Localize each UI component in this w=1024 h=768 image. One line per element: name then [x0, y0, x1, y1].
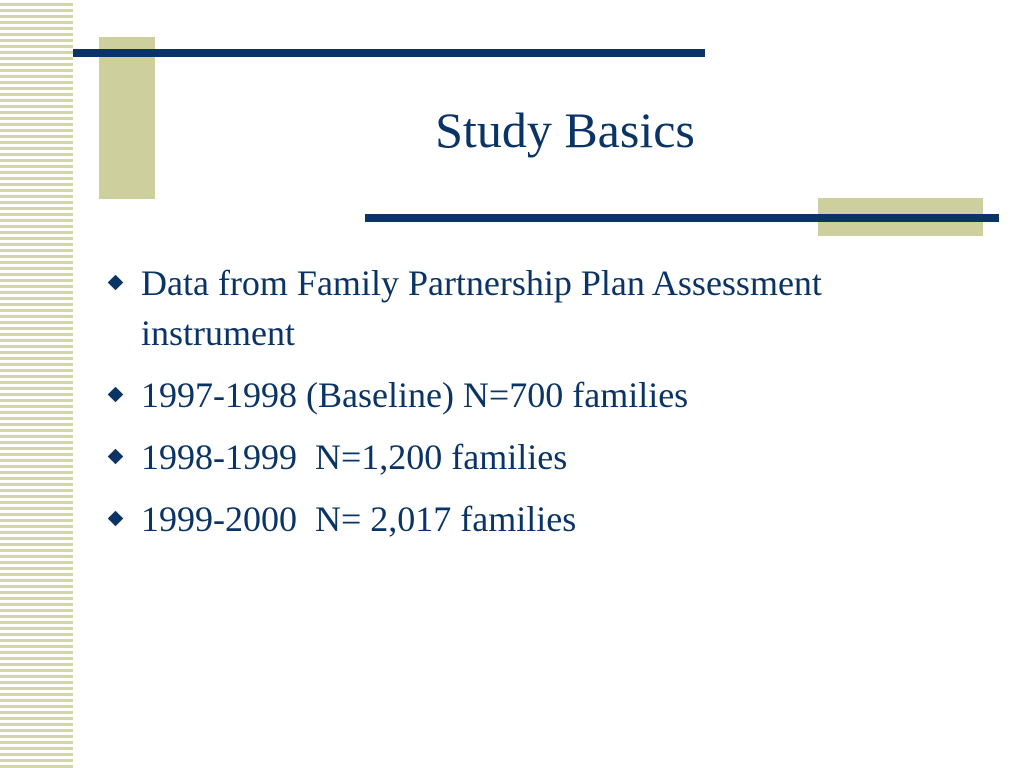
- bullet-item: [100, 370, 920, 420]
- diamond-icon: [108, 511, 124, 527]
- diamond-icon: [108, 387, 124, 403]
- bullet-list: [100, 258, 920, 556]
- title-rule-top: [73, 49, 705, 57]
- bullet-text: 1997-1998 (Baseline) N=700 families: [141, 375, 689, 415]
- bullet-item: [100, 432, 920, 482]
- bullet-item: [100, 494, 920, 544]
- decorative-stripes: [0, 0, 73, 768]
- diamond-icon: [108, 449, 124, 465]
- bullet-item: [100, 258, 920, 358]
- bullet-text: Data from Family Partnership Plan Assessment instrument: [141, 263, 831, 353]
- diamond-icon: [108, 275, 124, 291]
- accent-block-top: [99, 37, 155, 199]
- slide-title: Study Basics: [435, 102, 695, 158]
- bullet-text: 1998-1999 N=1,200 families: [141, 437, 568, 477]
- title-rule-bottom: [365, 214, 999, 222]
- bullet-text: 1999-2000 N= 2,017 families: [141, 499, 577, 539]
